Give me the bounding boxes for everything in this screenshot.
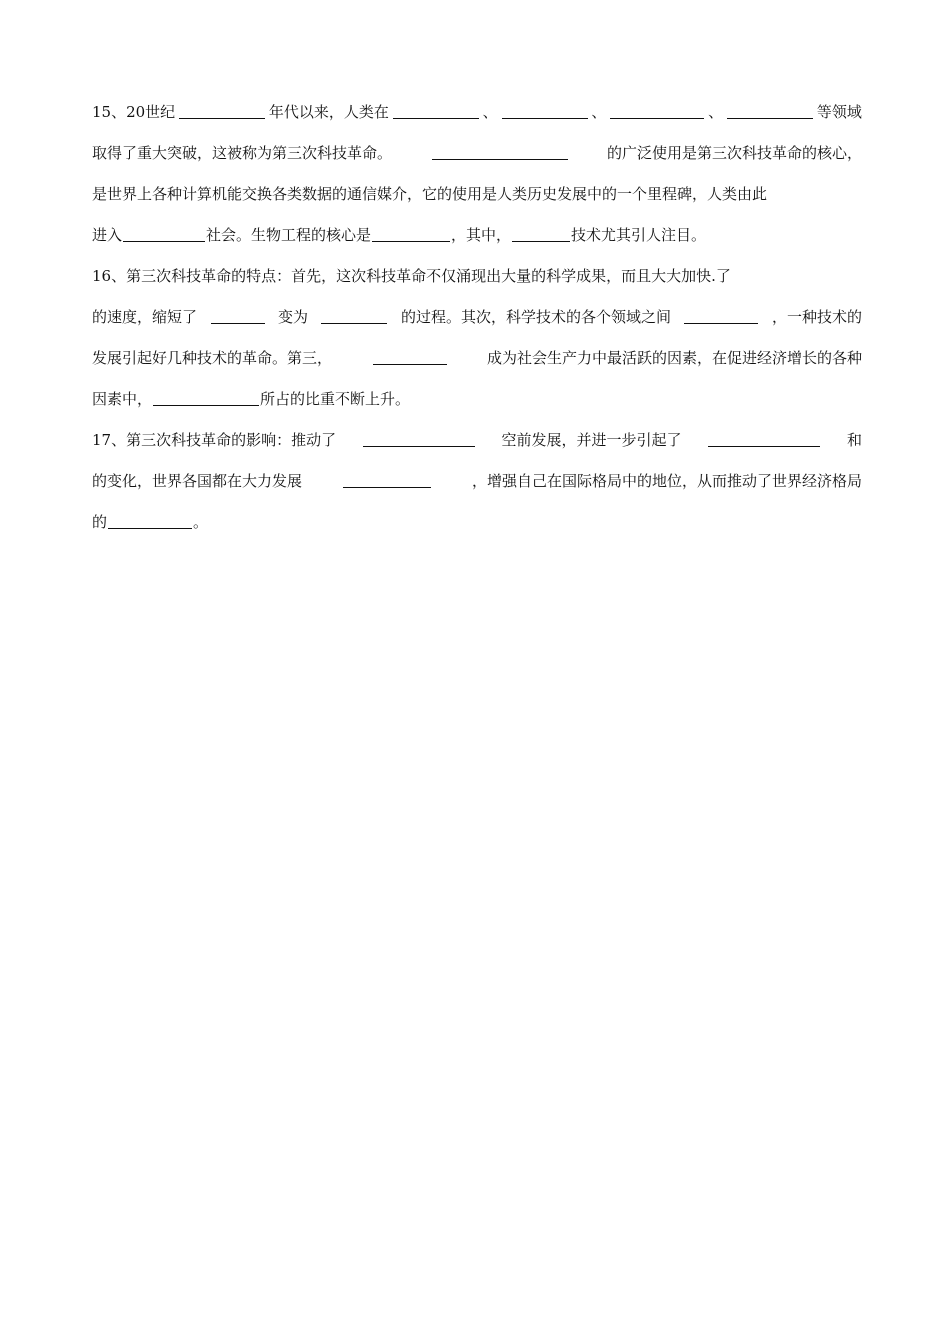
text-segment: 的速度，缩短了 (92, 308, 198, 326)
question-15-line-4 (92, 215, 862, 256)
question-16-line-4 (92, 379, 862, 420)
fill-blank[interactable] (727, 103, 813, 119)
question-17-line-3 (92, 502, 862, 543)
text-segment: 、 (482, 103, 498, 121)
text-segment: 是世界上各种计算机能交换各类数据的通信媒介，它的使用是人类历史发展中的一个里程碑，人类由此 (92, 185, 768, 203)
question-16-line-1 (92, 256, 862, 297)
question-16-line-2 (92, 297, 862, 338)
text-segment: 17、第三次科技革命的影响：推动了 (92, 431, 337, 449)
fill-blank[interactable] (321, 308, 387, 324)
question-15-line-1 (92, 92, 862, 133)
fill-blank[interactable] (708, 431, 820, 447)
text-segment: 的变化，世界各国都在大力发展 (92, 472, 303, 490)
text-segment: 的广泛使用是第三次科技革命的核心， (606, 144, 862, 162)
text-segment: ，一种技术的 (771, 308, 862, 326)
question-15-line-3 (92, 174, 862, 215)
document-page (92, 92, 862, 543)
fill-blank[interactable] (211, 308, 265, 324)
text-segment: 16、第三次科技革命的特点：首先，这次科技革命不仅涌现出大量的科学成果，而且大大加快.了 (92, 267, 731, 285)
text-segment: 。 (193, 513, 209, 531)
text-segment: 取得了重大突破，这被称为第三次科技革命。 (92, 144, 393, 162)
fill-blank[interactable] (123, 226, 205, 242)
text-segment: 年代以来，人类在 (268, 103, 389, 121)
text-segment: 进入 (92, 226, 123, 244)
text-segment: 、 (708, 103, 724, 121)
fill-blank[interactable] (684, 308, 758, 324)
fill-blank[interactable] (373, 349, 447, 365)
fill-blank[interactable] (432, 144, 568, 160)
fill-blank[interactable] (372, 226, 450, 242)
fill-blank[interactable] (108, 513, 192, 529)
question-17-line-2 (92, 461, 862, 502)
text-segment: 、 (591, 103, 607, 121)
text-segment: 因素中， (92, 390, 153, 408)
text-segment: 和 (846, 431, 862, 449)
text-segment: 的 (92, 513, 108, 531)
fill-blank[interactable] (363, 431, 475, 447)
fill-blank[interactable] (502, 103, 588, 119)
text-segment: 成为社会生产力中最活跃的因素，在促进经济增长的各种 (486, 349, 862, 367)
text-segment: 所占的比重不断上升。 (260, 390, 411, 408)
text-segment: ，其中， (451, 226, 512, 244)
question-17-line-1 (92, 420, 862, 461)
text-segment: 的过程。其次，科学技术的各个领域之间 (400, 308, 671, 326)
text-segment: 变为 (277, 308, 308, 326)
text-segment: 社会。生物工程的核心是 (206, 226, 372, 244)
question-15-line-2 (92, 133, 862, 174)
fill-blank[interactable] (343, 472, 431, 488)
text-segment: 空前发展，并进一步引起了 (501, 431, 682, 449)
fill-blank[interactable] (610, 103, 704, 119)
text-segment: ，增强自己在国际格局中的地位，从而推动了世界经济格局 (471, 472, 862, 490)
text-segment: 等领域 (816, 103, 862, 121)
fill-blank[interactable] (179, 103, 265, 119)
fill-blank[interactable] (512, 226, 570, 242)
text-segment: 发展引起好几种技术的革命。第三， (92, 349, 333, 367)
text-segment: 技术尤其引人注目。 (571, 226, 707, 244)
question-16-line-3 (92, 338, 862, 379)
text-segment: 15、20世纪 (92, 103, 176, 121)
fill-blank[interactable] (153, 390, 259, 406)
fill-blank[interactable] (393, 103, 479, 119)
